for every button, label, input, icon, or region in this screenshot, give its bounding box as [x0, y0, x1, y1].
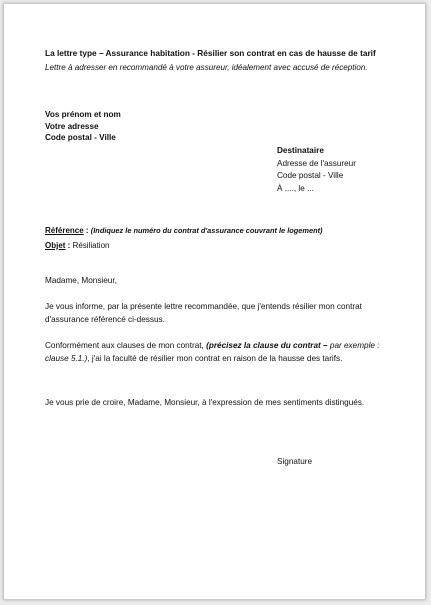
clause-example: par exemple : clause 5.1.) [45, 341, 380, 363]
sender-block [45, 109, 121, 144]
recipient-city: Code postal - Ville [277, 171, 344, 181]
reference-label: Référence [45, 226, 84, 235]
object-separator: : [65, 241, 73, 250]
greeting: Madame, Monsieur, [45, 276, 117, 285]
signature-label: Signature [277, 457, 313, 466]
object-label: Objet [45, 241, 66, 250]
reference-line [45, 226, 323, 236]
recipient-heading: Destinataire [277, 146, 324, 155]
sender-address: Votre adresse [45, 121, 99, 131]
reference-separator: : [83, 226, 91, 235]
sender-name: Vos prénom et nom [45, 110, 121, 119]
object-line [45, 241, 109, 251]
object-value: Résiliation [72, 241, 110, 250]
clause-instruction: (précisez la clause du contrat – [206, 341, 330, 350]
reference-value: (Indiquez le numéro du contrat d'assurance couvrant le logement) [90, 226, 323, 235]
letter-page [3, 3, 426, 600]
clause-text-start: Conformément aux clauses de mon contrat, [45, 341, 207, 350]
letter-title: La lettre type – Assurance habitation - Résilier son contrat en cas de hausse de tarif [45, 48, 376, 58]
letter-subtitle: Lettre à adresser en recommandé à votre assureur, idéalement avec accusé de réception. [45, 63, 368, 72]
paragraph-closing: Je vous prie de croire, Madame, Monsieur, à l'expression de mes sentiments distingués. [45, 398, 365, 407]
place-and-date: À ...., le ... [277, 183, 314, 193]
recipient-block [277, 145, 356, 195]
paragraph-intent: Je vous informe, par la présente lettre recommandée, que j'entends résilier mon contrat d'assurance référencé ci-dessus. [45, 302, 362, 324]
paragraph-clause [45, 340, 385, 365]
sender-city: Code postal - Ville [45, 133, 116, 143]
clause-text-end: , j'ai la faculté de résilier mon contrat en raison de la hausse des tarifs. [87, 353, 343, 363]
recipient-address: Adresse de l'assureur [277, 158, 356, 168]
